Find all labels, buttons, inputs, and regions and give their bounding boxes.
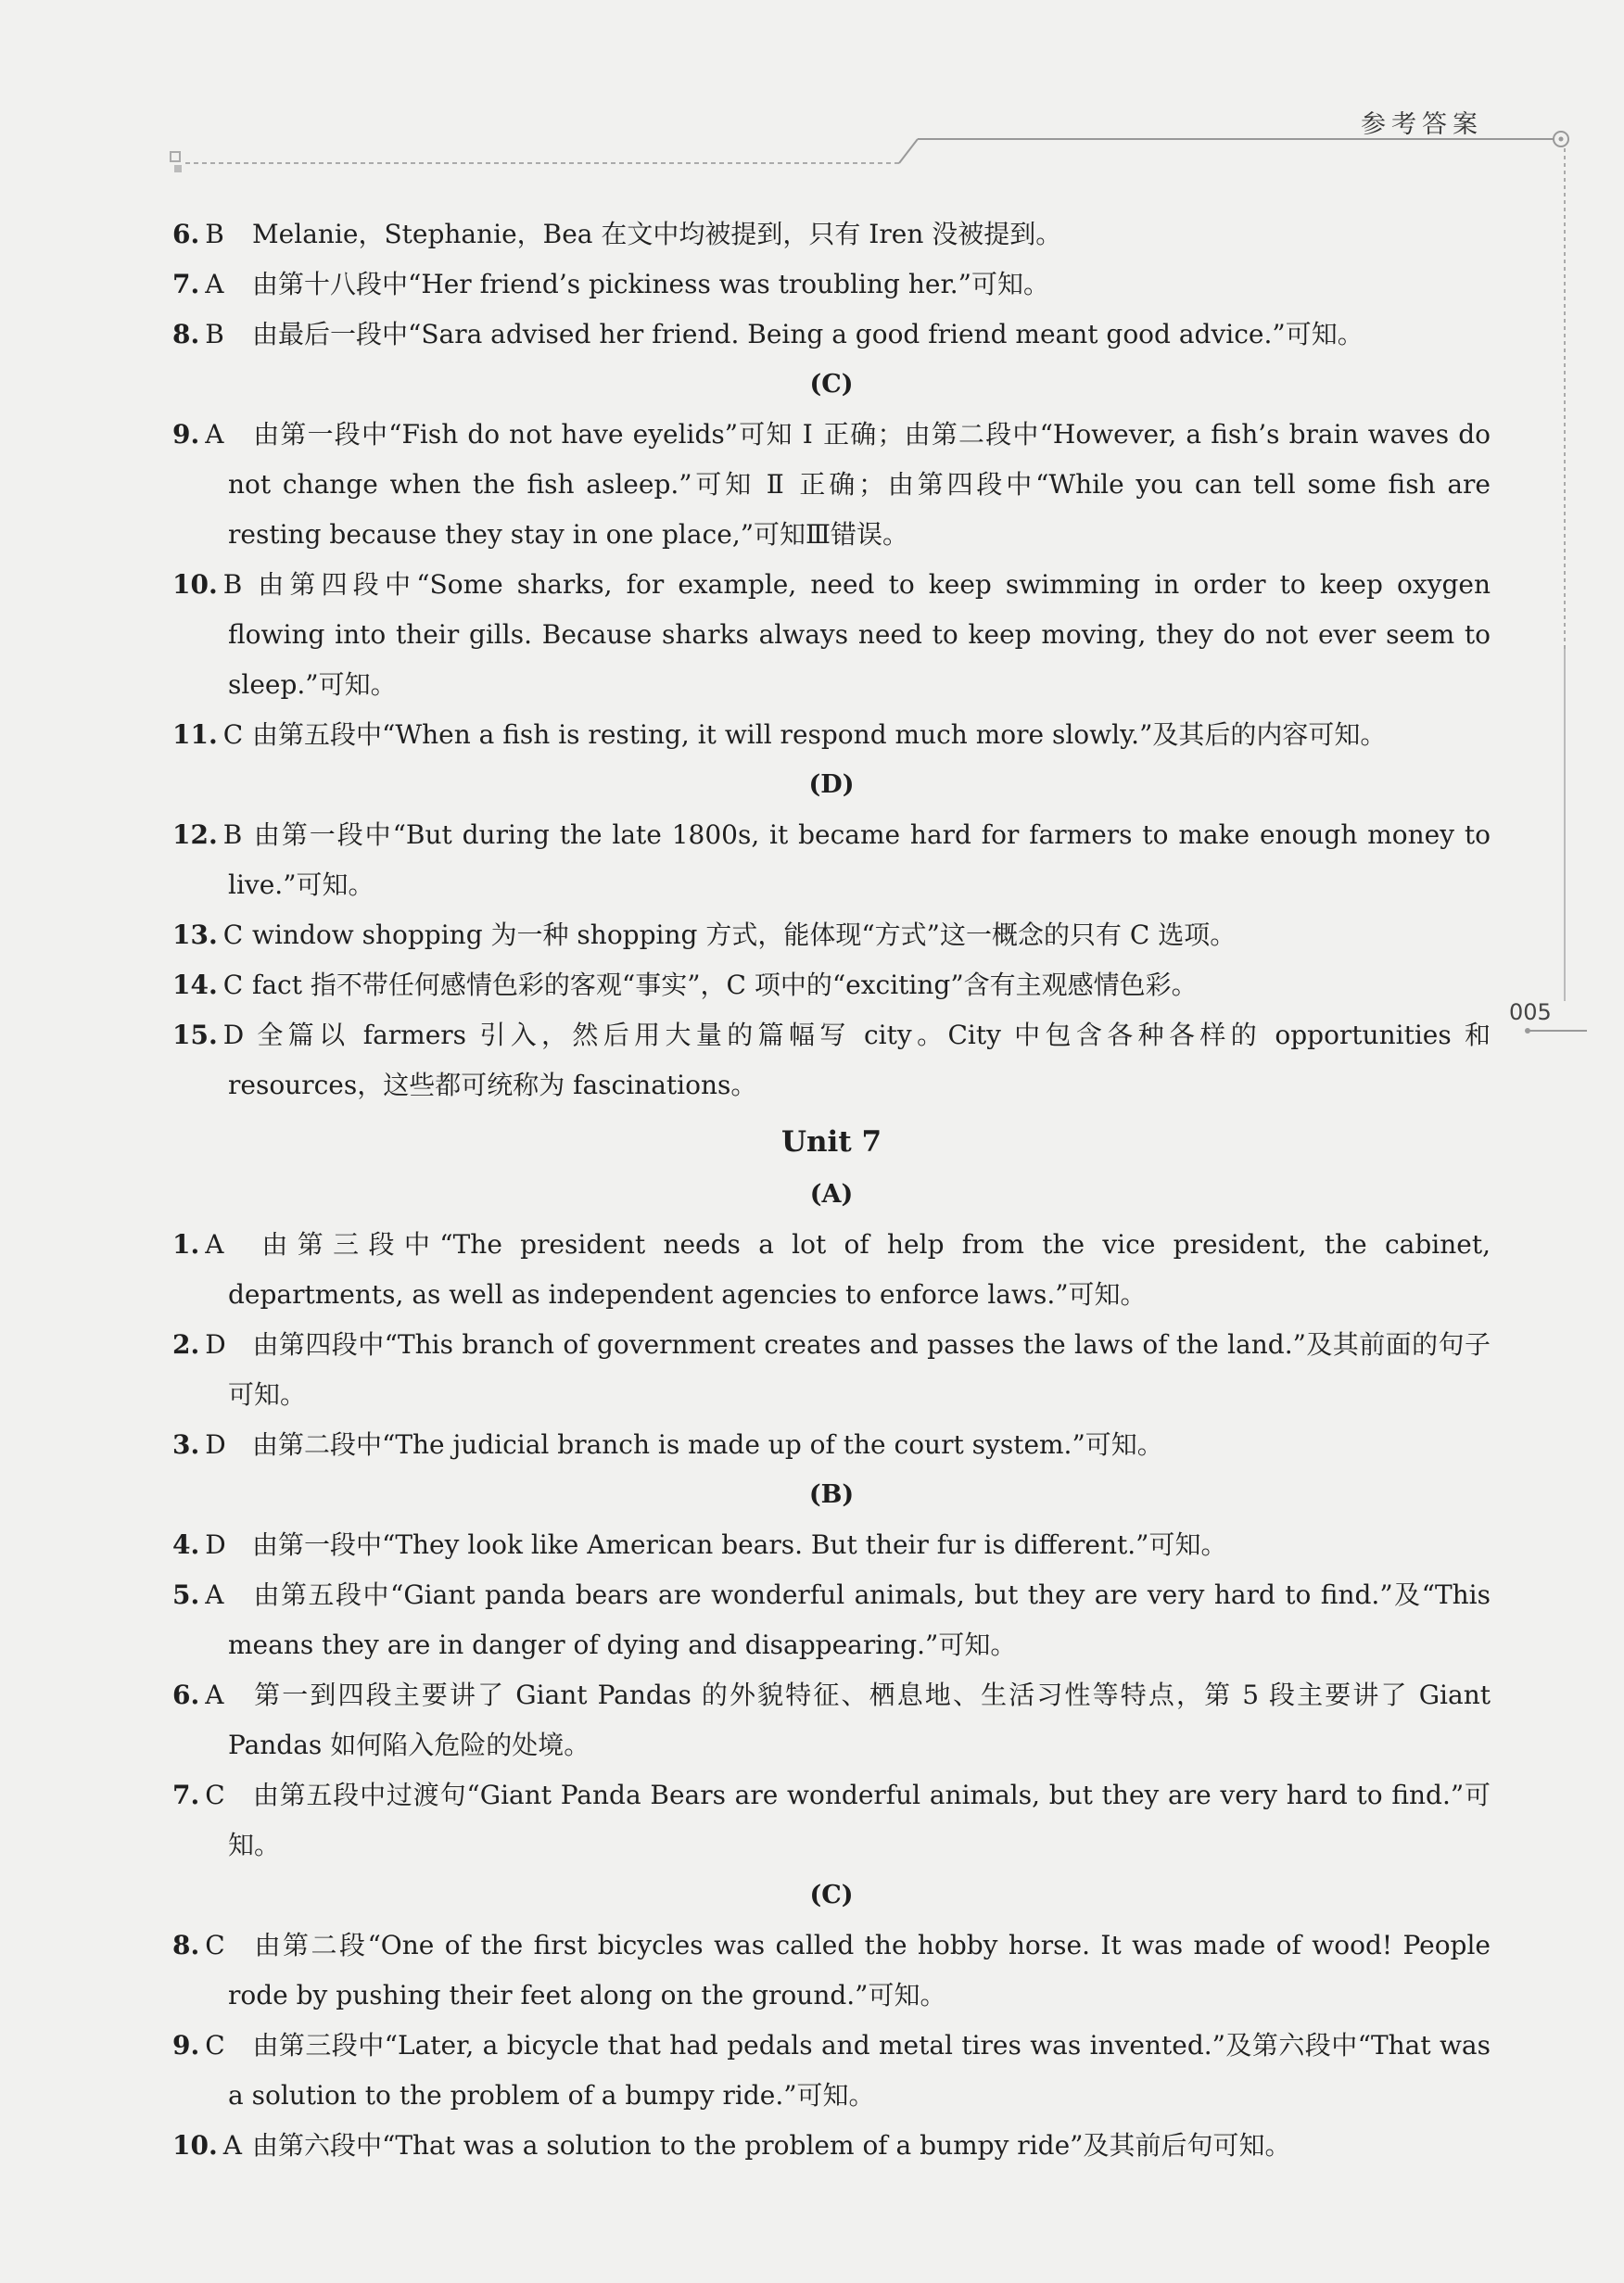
explanation-text: fact 指不带任何感情色彩的客观“事实”，C 项中的“exciting”含有主观感情色彩。 [252, 970, 1198, 1000]
answer-letter: D [205, 1429, 226, 1460]
answer-letter: A [222, 2130, 242, 2161]
answer-letter: B [205, 219, 224, 249]
question-number: 11. [172, 719, 218, 750]
explanation-text: 由第二段“One of the first bicycles was called the hobby horse. It was made of wood! People rode by pushing their feet along on the ground.”可知。 [228, 1930, 1491, 2010]
answer-letter: C [205, 1930, 225, 1960]
question-number: 8. [172, 1930, 200, 1960]
question-label [172, 560, 242, 610]
answer-item [172, 1570, 1491, 1670]
answer-letter: A [205, 1579, 224, 1610]
question-label [172, 1570, 223, 1620]
section-label: (B) [808, 1480, 855, 1509]
question-label [172, 410, 223, 460]
answer-letter: C [222, 970, 244, 1000]
answer-item [172, 1220, 1491, 1320]
explanation-text: 全篇以 farmers 引入，然后用大量的篇幅写 city。City 中包含各种各样的 opportunities 和 resources，这些都可统称为 fascinations。 [228, 1020, 1491, 1100]
explanation-text: 由第五段中“When a fish is resting, it will respond much more slowly.”及其后的内容可知。 [252, 719, 1387, 750]
explanation-text: 由第五段中过渡句“Giant Panda Bears are wonderful animals, but they are very hard to find.”可知。 [228, 1780, 1491, 1860]
question-label [172, 260, 223, 310]
question-number: 7. [172, 269, 200, 299]
answer-item [172, 560, 1491, 710]
answer-item [172, 1770, 1491, 1871]
answer-letter: C [222, 920, 244, 950]
question-number: 10. [172, 2130, 218, 2161]
answer-item [172, 1010, 1491, 1110]
question-label [172, 1770, 225, 1820]
question-label [172, 710, 243, 760]
answer-item [172, 2021, 1491, 2121]
question-number: 8. [172, 319, 200, 349]
answer-item [172, 1921, 1491, 2021]
question-number: 9. [172, 2030, 200, 2061]
answer-item [172, 260, 1491, 310]
explanation-text: 第一到四段主要讲了 Giant Pandas 的外貌特征、栖息地、生活习性等特点，第 5 段主要讲了 Giant Pandas 如何陷入危险的处境。 [228, 1680, 1491, 1760]
explanation-text: 由第三段中“The president needs a lot of help from the vice president, the cabinet, departments, as well as independent agencies to enforce laws.”可知。 [228, 1229, 1491, 1310]
answer-item [172, 310, 1491, 360]
explanation-text: 由最后一段中“Sara advised her friend. Being a good friend meant good advice.”可知。 [252, 319, 1364, 349]
question-label [172, 1520, 226, 1570]
unit-heading: Unit 7 [780, 1125, 882, 1159]
section-label: (C) [809, 1881, 854, 1909]
question-label [172, 1220, 223, 1270]
answer-letter: A [205, 419, 224, 450]
answer-letter: C [205, 1780, 225, 1810]
question-label [172, 810, 242, 860]
answer-letter: C [205, 2030, 225, 2061]
question-number: 4. [172, 1529, 200, 1560]
section-label: (A) [809, 1180, 854, 1209]
answer-item [172, 410, 1491, 560]
question-number: 6. [172, 219, 200, 249]
answer-letter: A [205, 269, 224, 299]
answer-item [172, 710, 1491, 760]
question-label [172, 2021, 225, 2071]
answer-item [172, 209, 1491, 260]
explanation-text: 由第三段中“Later, a bicycle that had pedals and metal tires was invented.”及第六段中“That was a solution to the problem of a bumpy ride.”可知。 [228, 2030, 1491, 2111]
page-number: 005 [1509, 999, 1552, 1025]
question-label [172, 910, 243, 960]
answer-item [172, 2121, 1491, 2171]
answer-item [172, 960, 1491, 1010]
answer-content [172, 209, 1491, 2171]
question-number: 2. [172, 1329, 200, 1360]
section-label: (D) [808, 770, 855, 799]
explanation-text: 由第一段中“They look like American bears. But their fur is different.”可知。 [252, 1529, 1227, 1560]
question-number: 14. [172, 970, 218, 1000]
question-label [172, 209, 224, 260]
explanation-text: window shopping 为一种 shopping 方式，能体现“方式”这一概念的只有 C 选项。 [252, 920, 1237, 950]
section-label: (C) [809, 370, 854, 399]
question-label [172, 310, 224, 360]
question-number: 3. [172, 1429, 200, 1460]
explanation-text: 由第一段中“Fish do not have eyelids”可知 Ⅰ 正确；由第二段中“However, a fish’s brain waves do not change when the fish asleep.”可知 Ⅱ 正确；由第四段中“While you can tell some fish are resting because they stay in one place,”可知Ⅲ错误。 [228, 419, 1491, 550]
answer-letter: B [205, 319, 224, 349]
answer-letter: A [205, 1229, 224, 1260]
question-label [172, 1420, 226, 1470]
answer-item [172, 1520, 1491, 1570]
question-number: 6. [172, 1680, 200, 1710]
explanation-text: 由第四段中“Some sharks, for example, need to keep swimming in order to keep oxygen flowing into their gills. Because sharks always need to keep moving, they do not ever seem to sleep.”可知。 [228, 569, 1491, 700]
question-number: 12. [172, 819, 218, 850]
question-label [172, 1010, 244, 1060]
question-label [172, 1921, 225, 1971]
explanation-text: Melanie，Stephanie，Bea 在文中均被提到，只有 Iren 没被提到。 [252, 219, 1062, 249]
answer-letter: C [222, 719, 244, 750]
answer-letter: B [222, 569, 243, 600]
explanation-text: 由第二段中“The judicial branch is made up of the court system.”可知。 [252, 1429, 1163, 1460]
explanation-text: 由第六段中“That was a solution to the problem of a bumpy ride”及其前后句可知。 [252, 2130, 1291, 2161]
question-label [172, 1670, 223, 1720]
question-label [172, 2121, 242, 2171]
explanation-text: 由第五段中“Giant panda bears are wonderful animals, but they are very hard to find.”及“This means they are in danger of dying and disappearing.”可知。 [228, 1579, 1491, 1660]
answer-item [172, 810, 1491, 910]
question-number: 15. [172, 1020, 218, 1050]
question-label [172, 1320, 226, 1370]
answer-item [172, 1420, 1491, 1470]
answer-item [172, 1670, 1491, 1770]
answer-letter: D [205, 1529, 226, 1560]
explanation-text: 由第十八段中“Her friend’s pickiness was troubling her.”可知。 [252, 269, 1049, 299]
answer-letter: D [222, 1020, 245, 1050]
explanation-text: 由第一段中“But during the late 1800s, it became hard for farmers to make enough money to live.”可知。 [228, 819, 1491, 900]
header-title: 参考答案 [1361, 110, 1483, 139]
question-number: 1. [172, 1229, 200, 1260]
answer-item [172, 910, 1491, 960]
answer-letter: A [205, 1680, 224, 1710]
explanation-text: 由第四段中“This branch of government creates and passes the laws of the land.”及其前面的句子可知。 [228, 1329, 1491, 1410]
question-number: 9. [172, 419, 200, 450]
question-number: 7. [172, 1780, 200, 1810]
answer-item [172, 1320, 1491, 1420]
answer-letter: D [205, 1329, 226, 1360]
question-number: 13. [172, 920, 218, 950]
question-number: 10. [172, 569, 218, 600]
question-number: 5. [172, 1579, 200, 1610]
question-label [172, 960, 243, 1010]
answer-letter: B [222, 819, 243, 850]
